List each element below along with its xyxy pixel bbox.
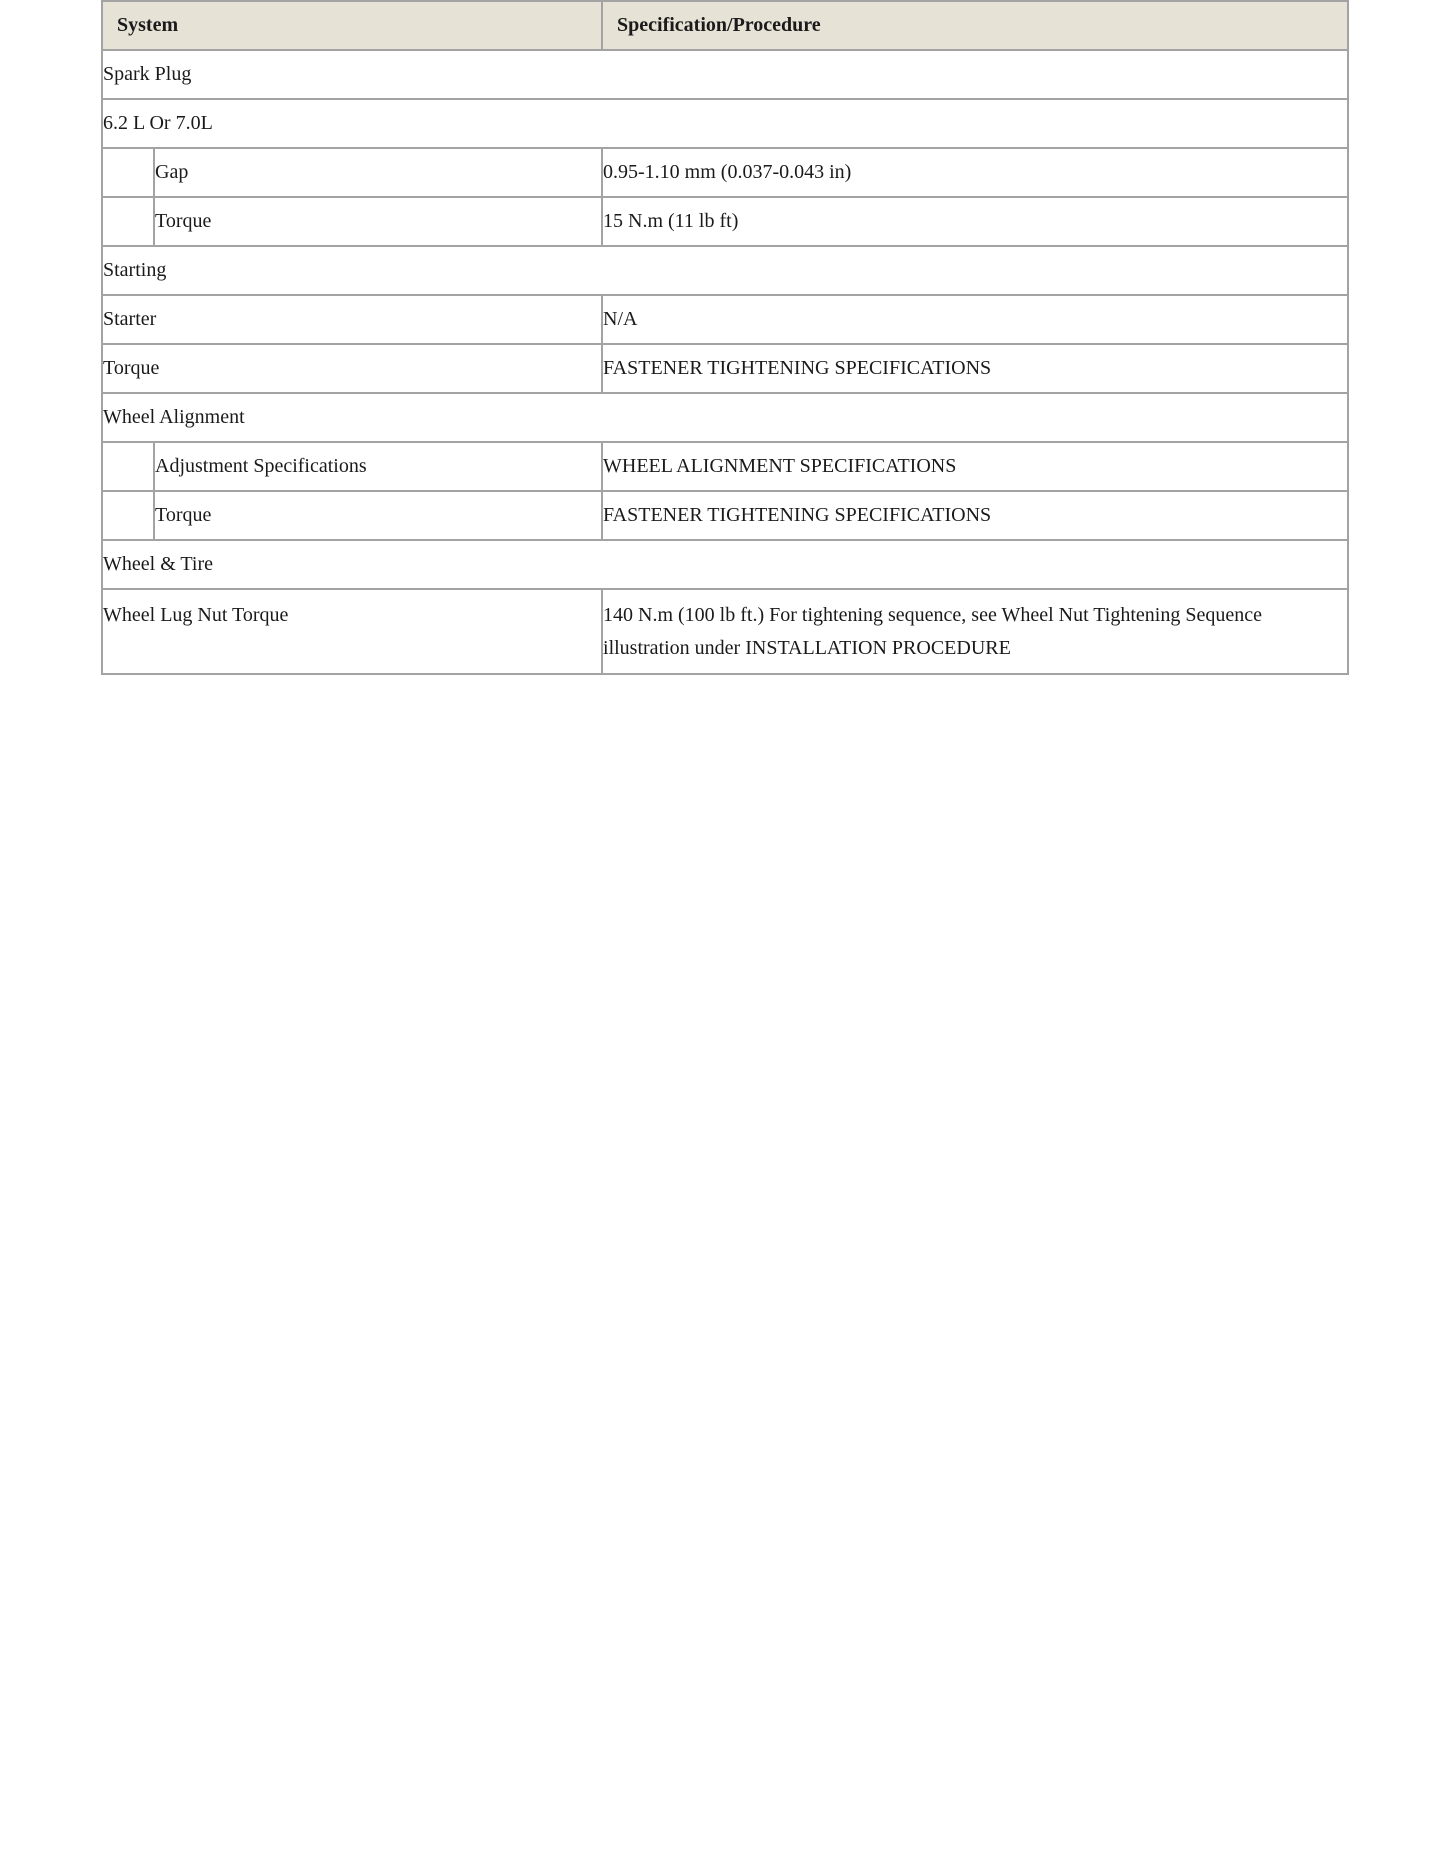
section-row-spark-plug [102,50,1348,99]
column-header-system: System [102,1,602,50]
section-title: Starting [102,246,1348,295]
header-row [102,1,1348,50]
row-label: Torque [102,344,602,393]
subsection-title: 6.2 L Or 7.0L [102,99,1348,148]
section-row-wheel-alignment [102,393,1348,442]
table-row [102,344,1348,393]
row-label: Gap [154,148,602,197]
section-row-wheel-tire [102,540,1348,589]
row-value: N/A [602,295,1348,344]
indent-gutter-cell [102,197,154,246]
subsection-row-engine [102,99,1348,148]
row-label: Starter [102,295,602,344]
table-row [102,442,1348,491]
row-label: Torque [154,491,602,540]
section-row-starting [102,246,1348,295]
section-title: Wheel & Tire [102,540,1348,589]
table-row [102,148,1348,197]
column-header-specification: Specification/Procedure [602,1,1348,50]
row-label: Wheel Lug Nut Torque [102,589,602,674]
indent-gutter-cell [102,442,154,491]
row-label: Adjustment Specifications [154,442,602,491]
table-header [102,1,1348,50]
row-label: Torque [154,197,602,246]
table-row [102,295,1348,344]
table-body [102,50,1348,674]
row-value: 15 N.m (11 lb ft) [602,197,1348,246]
specifications-table [101,0,1349,675]
section-title: Spark Plug [102,50,1348,99]
row-value: FASTENER TIGHTENING SPECIFICATIONS [602,491,1348,540]
row-value: FASTENER TIGHTENING SPECIFICATIONS [602,344,1348,393]
indent-gutter-cell [102,148,154,197]
row-value: WHEEL ALIGNMENT SPECIFICATIONS [602,442,1348,491]
section-title: Wheel Alignment [102,393,1348,442]
table-row [102,491,1348,540]
table-row [102,589,1348,674]
indent-gutter-cell [102,491,154,540]
row-value: 0.95-1.10 mm (0.037-0.043 in) [602,148,1348,197]
table-row [102,197,1348,246]
row-value: 140 N.m (100 lb ft.) For tightening sequence, see Wheel Nut Tightening Sequence illustration under INSTALLATION PROCEDURE [602,589,1348,674]
